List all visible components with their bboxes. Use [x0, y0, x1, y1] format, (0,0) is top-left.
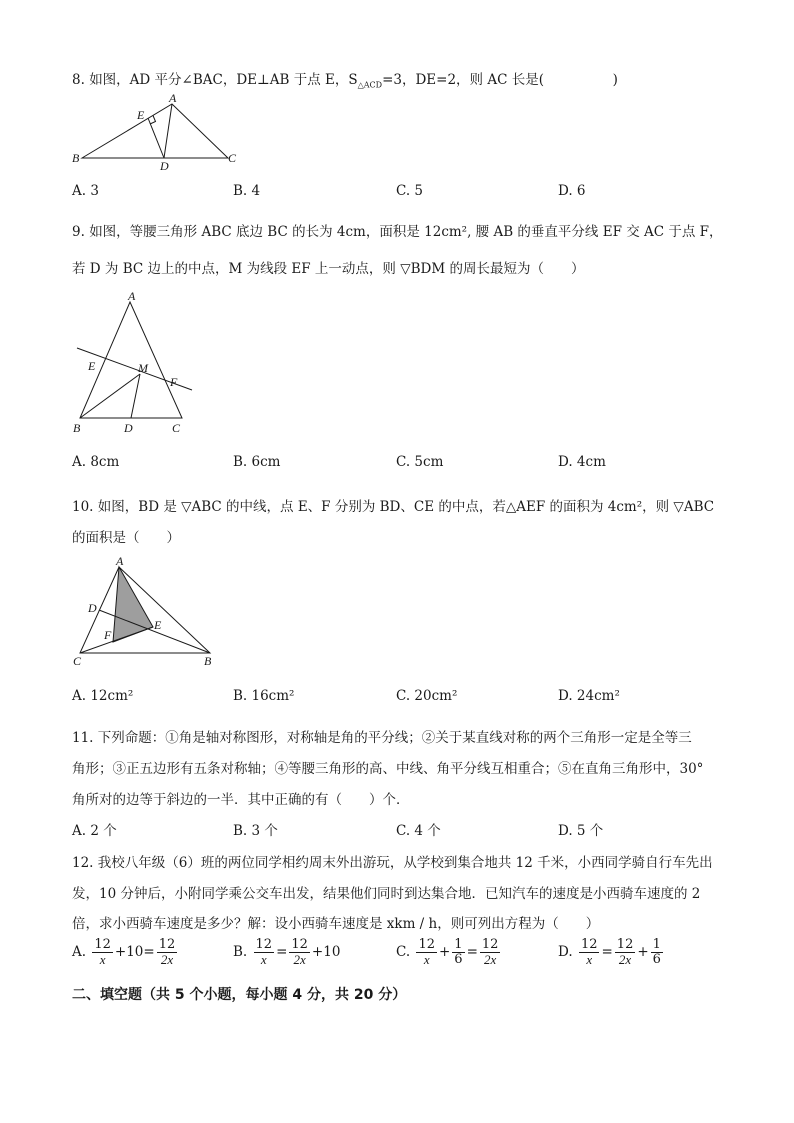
- q10-option-d[interactable]: D. 24cm²: [558, 688, 620, 704]
- q9-figure: [68, 286, 208, 438]
- q8-stem-close: ): [612, 72, 618, 88]
- q11-number: 11.: [72, 730, 94, 746]
- q12-line1: [72, 851, 713, 871]
- q11-line1: [72, 726, 692, 746]
- q8-number: 8.: [72, 72, 85, 88]
- q9-label-e: E: [88, 359, 96, 373]
- q9-line2: 若 D 为 BC 边上的中点，M 为线段 EF 上一动点，则 ▽BDM 的周长最短为（ ）: [72, 261, 585, 277]
- q10-number: 10.: [72, 499, 94, 515]
- q9-line1-text: 如图，等腰三角形 ABC 底边 BC 的长为 4cm，面积是 12cm², 腰 AB 的垂直平分线 EF 交 AC 于点 F，: [89, 224, 723, 240]
- q9-label-m: M: [138, 361, 148, 375]
- q10-option-b[interactable]: B. 16cm²: [233, 688, 295, 704]
- q8-segment-ad: [164, 104, 172, 158]
- q12-option-b[interactable]: B. $\frac{12}{x}$ = $\frac{12}{2x}$ +10: [233, 937, 341, 967]
- q8-option-b[interactable]: B. 4: [233, 183, 261, 199]
- q12-option-d[interactable]: D. $\frac{12}{x}$ = $\frac{12}{2x}$ + $\frac{1}{6}$: [558, 937, 661, 967]
- q9-line1: [72, 220, 723, 240]
- q11-line2: 角形；③正五边形有五条对称轴；④等腰三角形的高、中线、角平分线互相重合；⑤在直角三角形中，30°: [72, 761, 704, 777]
- q12-option-c[interactable]: C. $\frac{12}{x}$ + $\frac{1}{6}$ = $\frac{12}{2x}$: [396, 937, 499, 967]
- q12-b-frac1: $\frac{12}{x}$: [255, 937, 273, 967]
- q12-option-d-letter: D.: [558, 944, 573, 961]
- q9-label-c: C: [172, 421, 181, 435]
- q12-d-frac3: $\frac{1}{6}$: [652, 937, 661, 967]
- q11-line3: 角所对的边等于斜边的一半．其中正确的有（ ）个．: [72, 792, 410, 808]
- q8-stem-a: 如图，AD 平分∠BAC，DE⊥AB 于点 E，S: [89, 72, 358, 88]
- q10-line1-text: 如图，BD 是 ▽ABC 的中线，点 E、F 分别为 BD、CE 的中点，若△AEF 的面积为 4cm²，则 ▽ABC: [97, 499, 715, 515]
- q12-option-a[interactable]: A. $\frac{12}{x}$ +10= $\frac{12}{2x}$: [72, 937, 176, 967]
- q9-option-c[interactable]: C. 5cm: [396, 454, 444, 470]
- q12-c-frac1: $\frac{12}{x}$: [418, 937, 435, 967]
- q12-line3: 倍，求小西骑车速度是多少？解：设小西骑车速度是 xkm / h，则可列出方程为（ ）: [72, 916, 600, 932]
- q9-number: 9.: [72, 224, 85, 240]
- q10-shaded-aef: [113, 567, 153, 642]
- q12-d-frac1: $\frac{12}{x}$: [580, 937, 598, 967]
- q8-label-d: D: [160, 159, 169, 173]
- section2-title: 二、填空题（共 5 个小题，每小题 4 分，共 20 分）: [72, 987, 407, 1003]
- q10-label-b: B: [204, 654, 212, 668]
- q11-line1-text: 下列命题：①角是轴对称图形，对称轴是角的平分线；②关于某直线对称的两个三角形一定是全等三: [97, 730, 692, 746]
- q8-label-a: A: [169, 92, 177, 105]
- q11-option-a[interactable]: A. 2 个: [72, 823, 117, 839]
- q11-option-b[interactable]: B. 3 个: [233, 823, 278, 839]
- q12-option-a-letter: A.: [72, 944, 87, 961]
- q8-option-c[interactable]: C. 5: [396, 183, 424, 199]
- q8-figure: [68, 92, 248, 174]
- q12-number: 12.: [72, 855, 94, 871]
- q12-d-frac2: $\frac{12}{2x}$: [616, 937, 634, 967]
- q11-option-c[interactable]: C. 4 个: [396, 823, 441, 839]
- q9-option-d[interactable]: D. 4cm: [558, 454, 606, 470]
- q10-line2: 的面积是（ ）: [72, 530, 180, 546]
- q12-line2: 发，10 分钟后，小附同学乘公交车出发，结果他们同时到达集合地．已知汽车的速度是小西骑车速度的 2: [72, 886, 701, 902]
- q10-label-e: E: [154, 618, 162, 632]
- q8-stem-sub: △ACD: [357, 80, 383, 90]
- q10-option-c[interactable]: C. 20cm²: [396, 688, 458, 704]
- q9-option-a[interactable]: A. 8cm: [72, 454, 120, 470]
- q9-label-f: F: [170, 375, 178, 389]
- q11-option-d[interactable]: D. 5 个: [558, 823, 604, 839]
- q9-segment-dm: [131, 374, 140, 418]
- q10-option-a[interactable]: A. 12cm²: [72, 688, 134, 704]
- q9-label-a: A: [128, 289, 136, 303]
- q9-option-b[interactable]: B. 6cm: [233, 454, 281, 470]
- q10-label-d: D: [88, 601, 97, 615]
- q8-stem: [72, 68, 618, 90]
- q8-stem-b: =3，DE=2，则 AC 长是(: [382, 72, 544, 88]
- q12-a-frac2: $\frac{12}{2x}$: [158, 937, 176, 967]
- q12-option-c-letter: C.: [396, 944, 411, 961]
- q8-label-e: E: [137, 108, 145, 122]
- q10-line1: [72, 495, 714, 515]
- q8-triangle: [82, 104, 228, 158]
- q10-label-c: C: [73, 654, 82, 668]
- q9-label-d: D: [124, 421, 133, 435]
- q12-b-frac2: $\frac{12}{2x}$: [291, 937, 308, 967]
- q12-c-frac2: $\frac{1}{6}$: [454, 937, 463, 967]
- q9-label-b: B: [73, 421, 81, 435]
- q8-label-b: B: [72, 151, 80, 165]
- q8-option-d[interactable]: D. 6: [558, 183, 586, 199]
- q12-option-b-letter: B.: [233, 944, 248, 961]
- q10-figure: [68, 555, 228, 669]
- q8-option-a[interactable]: A. 3: [72, 183, 99, 199]
- q12-line1-text: 我校八年级（6）班的两位同学相约周末外出游玩，从学校到集合地共 12 千米，小西同学骑自行车先出: [97, 855, 713, 871]
- q10-label-f: F: [104, 628, 112, 642]
- q12-c-frac3: $\frac{12}{2x}$: [481, 937, 499, 967]
- q8-label-c: C: [228, 151, 237, 165]
- q12-a-frac1: $\frac{12}{x}$: [94, 937, 111, 967]
- q10-label-a: A: [116, 555, 124, 568]
